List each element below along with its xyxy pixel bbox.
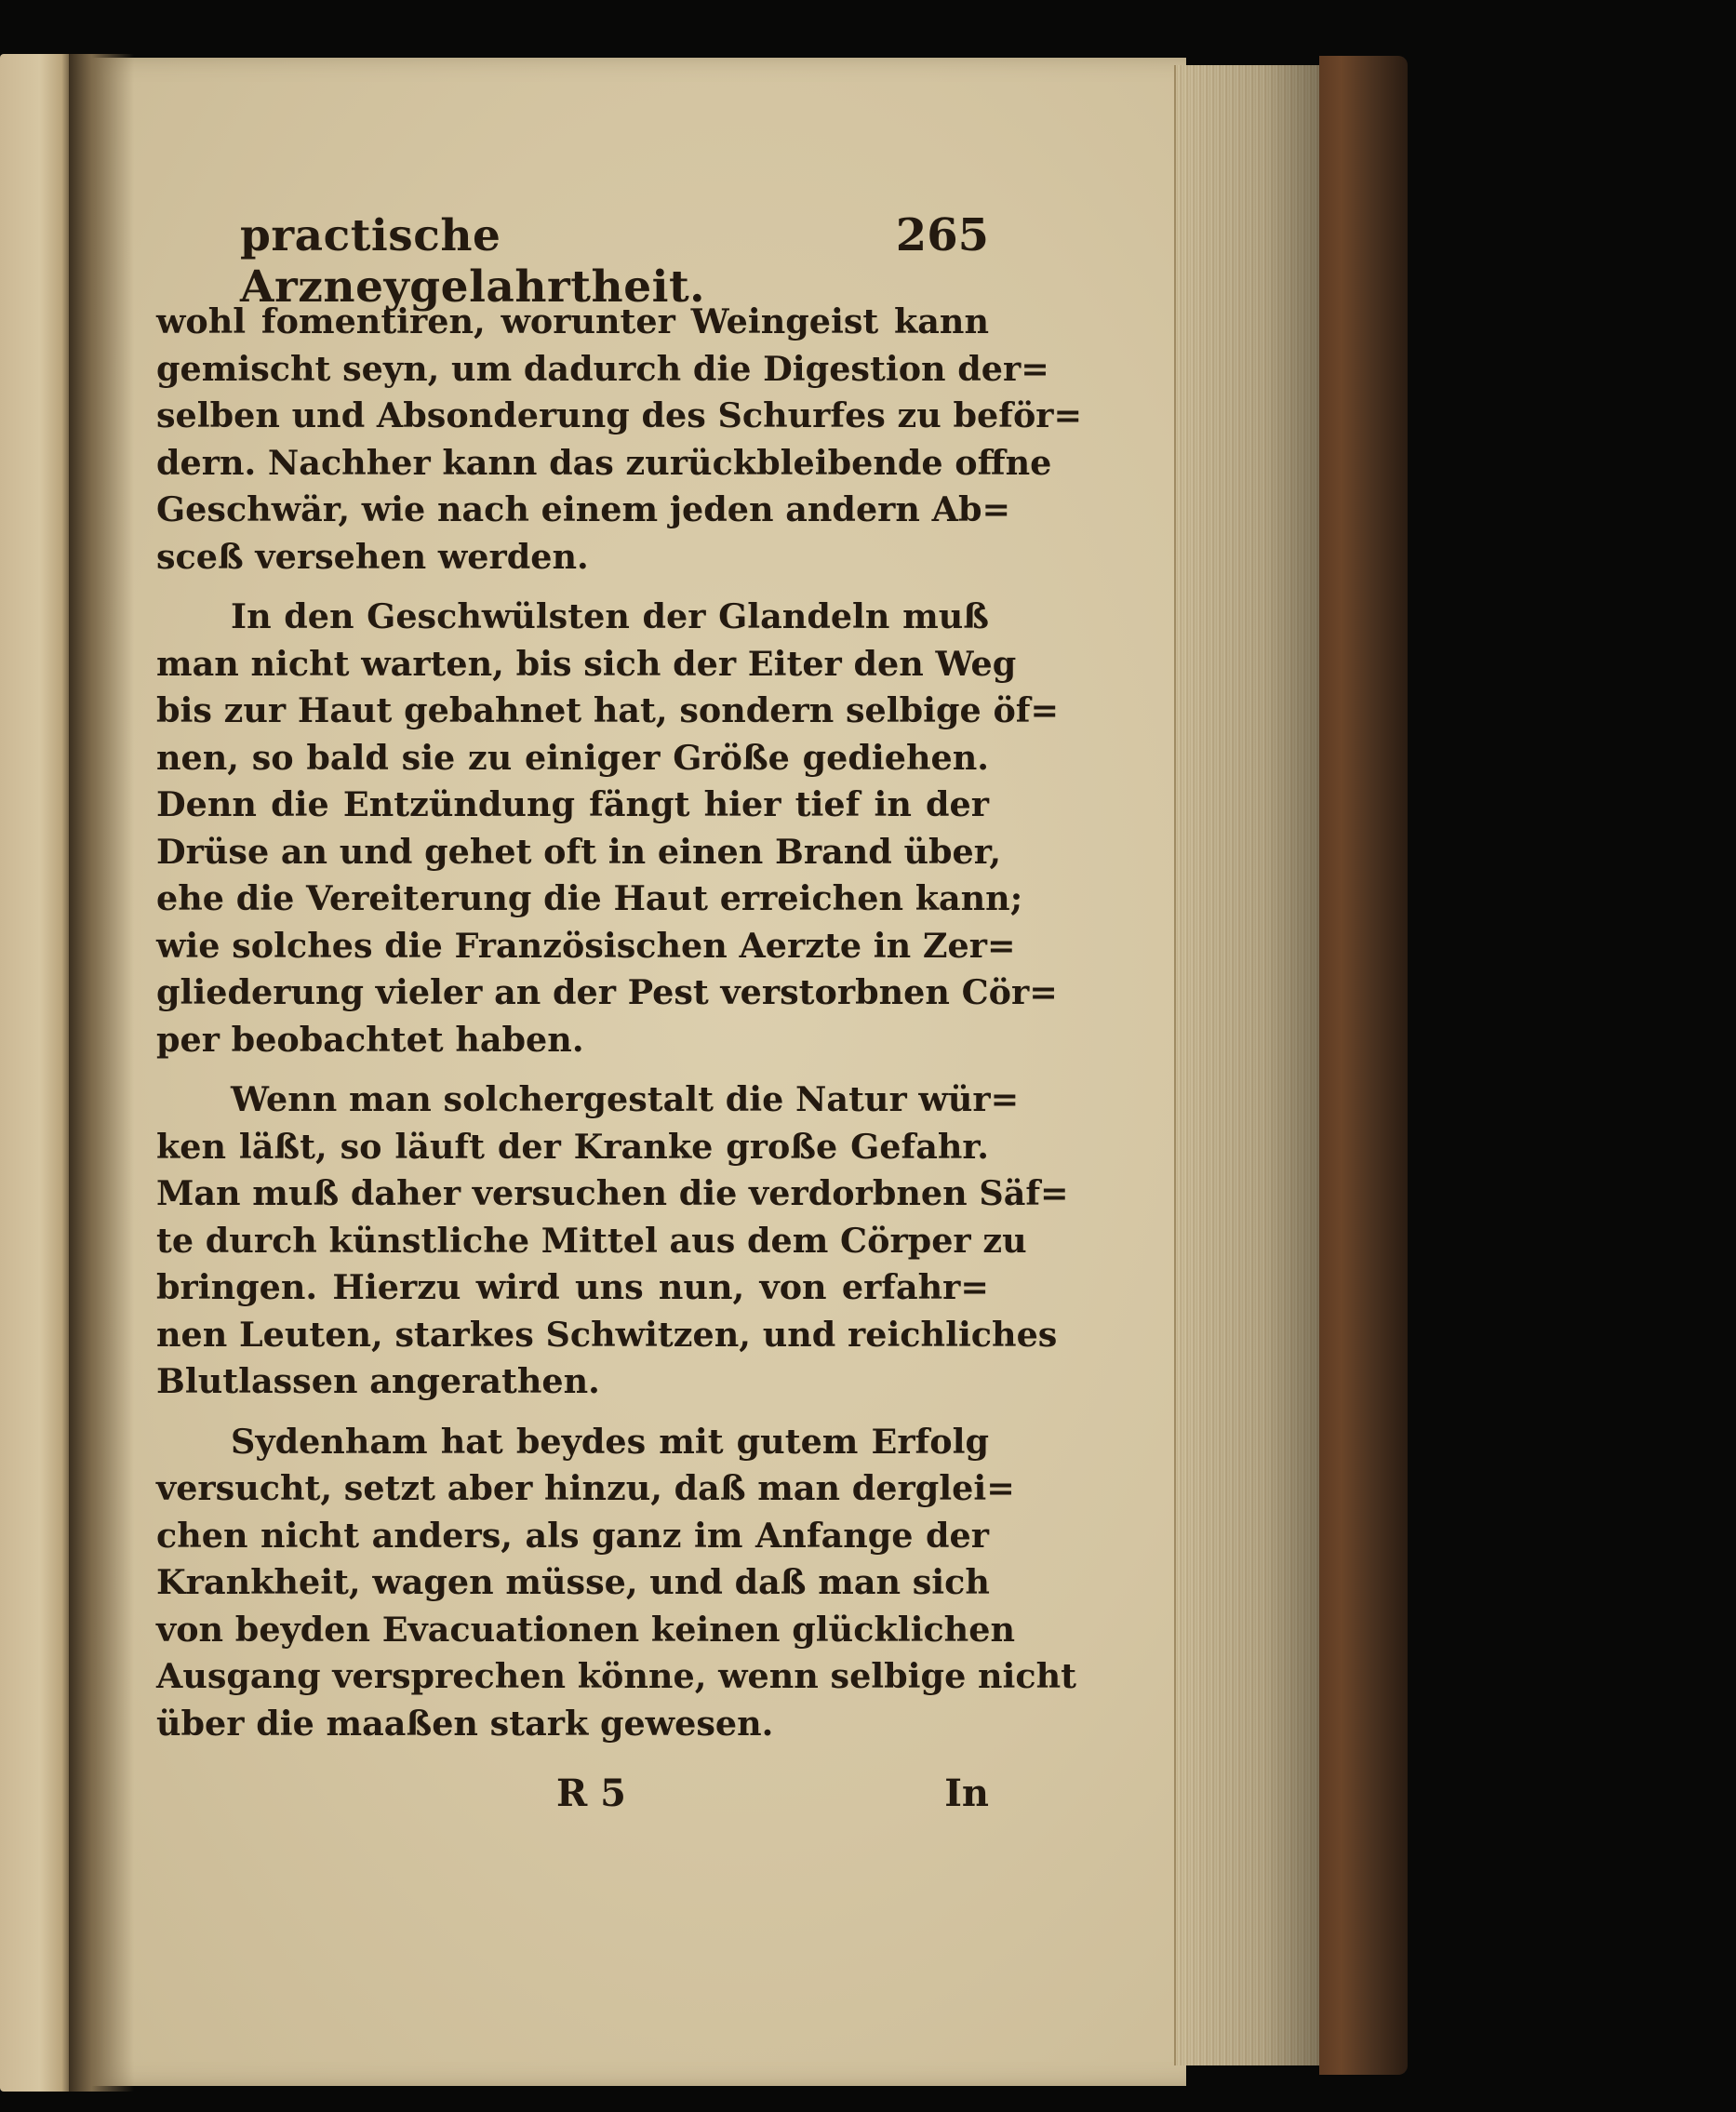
text-line: Denn die Entzündung fängt hier tief in der <box>156 784 989 824</box>
text-line: Ausgang versprechen könne, wenn selbige nicht <box>156 1656 1077 1696</box>
text-line: nen, so bald sie zu einiger Größe gediehen. <box>156 737 989 778</box>
text-line: gliederung vieler an der Pest verstorbnen Cör= <box>156 972 1058 1012</box>
text-line: selben und Absonderung des Schurfes zu beför= <box>156 395 1083 435</box>
text-line: sceß versehen werden. <box>156 536 589 577</box>
text-line: Drüse an und gehet oft in einen Brand über, <box>156 831 1002 872</box>
text-line: man nicht warten, bis sich der Eiter den Weg <box>156 643 1017 684</box>
gutter-shadow <box>69 54 134 2092</box>
book-cover <box>1319 56 1408 2075</box>
text-line: wohl fomentiren, worunter Weingeist kann <box>156 301 989 341</box>
paragraph <box>156 299 1083 581</box>
page-content <box>156 209 1083 1827</box>
text-line: ken läßt, so läuft der Kranke große Gefahr. <box>156 1126 989 1167</box>
text-line: Man muß daher versuchen die verdorbnen Säf= <box>156 1173 1069 1213</box>
paragraph <box>156 1419 1077 1748</box>
text-line: Blutlassen angerathen. <box>156 1361 600 1401</box>
text-line: gemischt seyn, um dadurch die Digestion der= <box>156 348 1049 389</box>
text-line: Sydenham hat beydes mit gutem Erfolg <box>231 1421 989 1462</box>
text-line: Krankheit, wagen müsse, und daß man sich <box>156 1562 990 1602</box>
paragraph <box>156 1076 1069 1406</box>
text-line: Wenn man solchergestalt die Natur wür= <box>231 1079 1020 1119</box>
text-line: Geschwär, wie nach einem jeden andern Ab= <box>156 489 1011 529</box>
text-line: versucht, setzt aber hinzu, daß man derglei= <box>156 1468 1015 1508</box>
body-text <box>156 299 1083 1747</box>
paragraph-gap <box>156 581 989 594</box>
text-line: chen nicht anders, als ganz im Anfange der <box>156 1515 989 1556</box>
page-edges-shade <box>1174 65 1323 2065</box>
catchword: In <box>944 1771 989 1815</box>
paragraph <box>156 594 1060 1063</box>
page-number: 265 <box>895 209 989 261</box>
text-line: von beyden Evacuationen keinen glücklichen <box>156 1609 1015 1650</box>
page-footer <box>156 1771 989 1827</box>
running-title: practische Arzneygelahrtheit. <box>240 210 706 313</box>
text-line: bis zur Haut gebahnet hat, sondern selbige öf= <box>156 690 1060 730</box>
text-line: dern. Nachher kann das zurückbleibende offne <box>156 442 1052 483</box>
paragraph-gap <box>156 1406 989 1419</box>
text-line: te durch künstliche Mittel aus dem Cörper zu <box>156 1220 1027 1261</box>
text-line: In den Geschwülsten der Glandeln muß <box>231 596 989 636</box>
page-header <box>156 209 989 313</box>
text-line: wie solches die Französischen Aerzte in Zer= <box>156 925 1016 966</box>
paragraph-gap <box>156 1063 989 1076</box>
text-line: bringen. Hierzu wird uns nun, von erfahr= <box>156 1267 989 1307</box>
text-line: per beobachtet haben. <box>156 1019 584 1060</box>
text-line: nen Leuten, starkes Schwitzen, und reichliches <box>156 1314 1058 1355</box>
text-line: ehe die Vereiterung die Haut erreichen kann; <box>156 878 1023 918</box>
text-line: über die maaßen stark gewesen. <box>156 1703 774 1744</box>
left-page-edge <box>0 54 73 2092</box>
signature-mark: R 5 <box>556 1771 626 1815</box>
